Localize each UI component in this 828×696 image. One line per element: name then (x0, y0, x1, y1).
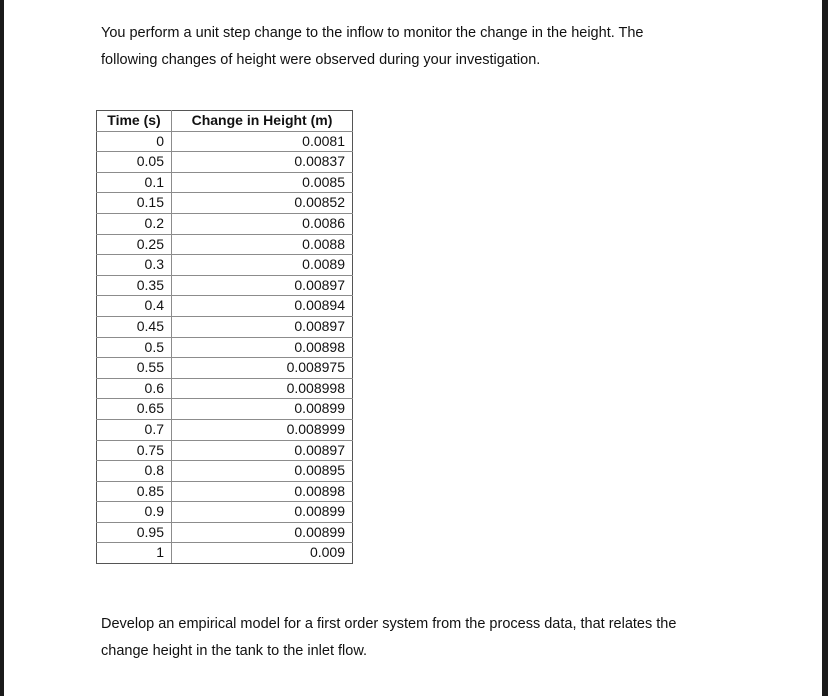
time-cell: 0.95 (97, 522, 172, 543)
intro-paragraph (101, 20, 741, 74)
height-cell: 0.00897 (172, 275, 353, 296)
time-cell: 0.9 (97, 502, 172, 523)
height-cell: 0.009 (172, 543, 353, 564)
table-row (97, 316, 353, 337)
time-cell: 0.1 (97, 172, 172, 193)
time-cell: 0.6 (97, 378, 172, 399)
height-cell: 0.00899 (172, 502, 353, 523)
document-page (4, 0, 822, 696)
height-cell: 0.00897 (172, 440, 353, 461)
table-row (97, 358, 353, 379)
height-cell: 0.00899 (172, 399, 353, 420)
height-cell: 0.00895 (172, 461, 353, 482)
table-row (97, 255, 353, 276)
time-cell: 0.4 (97, 296, 172, 317)
table-row (97, 461, 353, 482)
time-cell: 0.05 (97, 152, 172, 173)
time-cell: 0.25 (97, 234, 172, 255)
intro-line-1: You perform a unit step change to the inflow to monitor the change in the height. The (101, 25, 644, 41)
time-cell: 0.8 (97, 461, 172, 482)
height-cell: 0.0088 (172, 234, 353, 255)
time-cell: 0.75 (97, 440, 172, 461)
height-cell: 0.00898 (172, 481, 353, 502)
table-row (97, 152, 353, 173)
table-row (97, 337, 353, 358)
table-row (97, 481, 353, 502)
table-row (97, 502, 353, 523)
table-row (97, 399, 353, 420)
time-cell: 0.15 (97, 193, 172, 214)
table-row (97, 543, 353, 564)
height-cell: 0.008975 (172, 358, 353, 379)
task-line-1: Develop an empirical model for a first order system from the process data, that relates the (101, 616, 677, 632)
height-cell: 0.008999 (172, 419, 353, 440)
height-cell: 0.008998 (172, 378, 353, 399)
time-cell: 0.3 (97, 255, 172, 276)
height-column-header: Change in Height (m) (172, 111, 353, 132)
intro-line-2: following changes of height were observed during your investigation. (101, 52, 541, 68)
height-cell: 0.00897 (172, 316, 353, 337)
time-cell: 0.45 (97, 316, 172, 337)
table-row (97, 522, 353, 543)
height-cell: 0.0081 (172, 131, 353, 152)
time-cell: 0.65 (97, 399, 172, 420)
time-cell: 0 (97, 131, 172, 152)
height-cell: 0.0089 (172, 255, 353, 276)
height-data-table (96, 110, 353, 564)
table-body (97, 131, 353, 563)
table-row (97, 275, 353, 296)
time-cell: 1 (97, 543, 172, 564)
time-cell: 0.85 (97, 481, 172, 502)
height-cell: 0.00837 (172, 152, 353, 173)
time-cell: 0.7 (97, 419, 172, 440)
table-row (97, 193, 353, 214)
height-cell: 0.0085 (172, 172, 353, 193)
table-row (97, 440, 353, 461)
height-cell: 0.00899 (172, 522, 353, 543)
table-row (97, 296, 353, 317)
task-line-2: change height in the tank to the inlet flow. (101, 643, 368, 659)
time-column-header: Time (s) (97, 111, 172, 132)
table-row (97, 419, 353, 440)
table-row (97, 213, 353, 234)
height-cell: 0.0086 (172, 213, 353, 234)
table-row (97, 378, 353, 399)
height-cell: 0.00852 (172, 193, 353, 214)
time-cell: 0.5 (97, 337, 172, 358)
table-row (97, 131, 353, 152)
time-cell: 0.55 (97, 358, 172, 379)
time-cell: 0.2 (97, 213, 172, 234)
table-header-row (97, 111, 353, 132)
table-row (97, 172, 353, 193)
time-cell: 0.35 (97, 275, 172, 296)
table-row (97, 234, 353, 255)
height-cell: 0.00898 (172, 337, 353, 358)
task-paragraph (101, 611, 741, 665)
height-cell: 0.00894 (172, 296, 353, 317)
